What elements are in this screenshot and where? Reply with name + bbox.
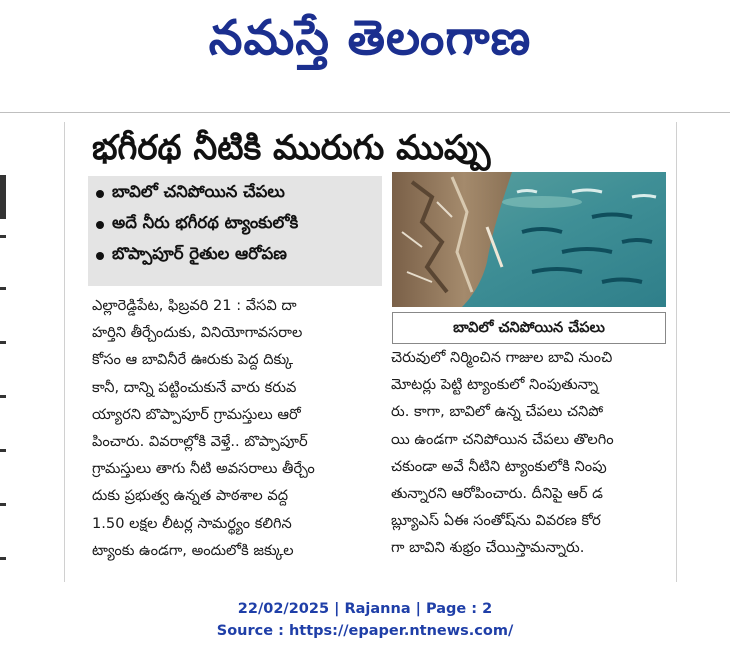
article-line: గా బావిని శుభ్రం చేయిస్తామన్నారు. [391, 539, 585, 557]
article-line: ఎల్లారెడ్డిపేట, ఫిబ్రవరి 21 : వేసవి దా [92, 297, 297, 314]
article-line: చెరువులో నిర్మించిన గాజుల బావి నుంచి [391, 349, 613, 366]
article-line: పించారు. వివరాల్లోకి వెళ్తే.. బొప్పాపూర్ [92, 432, 308, 450]
article-line: హర్తిని తీర్చేందుకు, వినియోగావసరాల [92, 324, 303, 342]
footer-date-edition: 22/02/2025 | Rajanna | Page : 2 [237, 601, 493, 617]
adjacent-column-edge [0, 115, 8, 585]
photo-caption: బావిలో చనిపోయిన చేపలు [392, 312, 666, 344]
article-line: యి ఉండగా చనిపోయిన చేపలు తొలగిం [391, 430, 614, 448]
article-line: చకుండా అవే నీటిని ట్యాంకులోకి నింపు [391, 457, 607, 475]
highlight-text: అదే నీరు భగీరథ ట్యాంకులోకి [112, 213, 299, 232]
article-column-2 [391, 344, 669, 562]
article-column-1 [92, 292, 382, 564]
article-line: దుకు ప్రభుత్వ ఉన్నత పాఠశాల వద్ద [92, 487, 289, 505]
bullet-icon [96, 252, 104, 260]
footer [0, 598, 730, 642]
article-line: రు. కాగా, బావిలో ఉన్న చేపలు చనిపో [391, 403, 604, 421]
footer-source: Source : https://epaper.ntnews.com/ [216, 623, 514, 639]
article-line: బ్ల్యూఎస్ ఏఈ సంతోష్‌ను వివరణ కోర [391, 512, 601, 530]
highlight-text: బొప్పాపూర్ రైతుల ఆరోపణ [112, 244, 287, 263]
article-line: తున్నారని ఆరోపించారు. దీనిపై ఆర్ డ [391, 484, 603, 502]
column-divider-left [64, 122, 65, 582]
column-divider-right [676, 122, 677, 582]
highlights-box [88, 176, 382, 286]
header-divider [0, 112, 730, 113]
highlight-text: బావిలో చనిపోయిన చేపలు [112, 182, 285, 201]
article-line: య్యారని బొప్పాపూర్ గ్రామస్తులు ఆరో [92, 405, 301, 423]
bullet-icon [96, 190, 104, 198]
highlight-item [88, 180, 382, 207]
article-line: గ్రామస్తులు తాగు నీటి అవసరాలు తీర్చేం [92, 460, 315, 478]
article-line: మోటర్లు పెట్టి ట్యాంకులో నింపుతున్నా [391, 376, 599, 394]
article-line: ట్యాంకు ఉండగా, అందులోకి జక్కుల [92, 541, 294, 559]
article-line: కానీ, దాన్ని పట్టించుకునే వారు కరువ [92, 378, 297, 396]
article-photo [392, 172, 666, 307]
masthead-logo: నమస్తే తెలంగాణ [208, 10, 532, 66]
bullet-icon [96, 221, 104, 229]
article-headline: భగీరథ నీటికి మురుగు ముప్పు [92, 128, 491, 168]
highlight-item [88, 242, 382, 269]
dead-fish-well-photo [392, 172, 666, 307]
highlight-item [88, 211, 382, 238]
article-line: 1.50 లక్షల లీటర్ల సామర్థ్యం కలిగిన [92, 514, 292, 532]
article-line: కోసం ఆ బావినీరే ఊరుకు పెద్ద దిక్కు [92, 351, 294, 369]
